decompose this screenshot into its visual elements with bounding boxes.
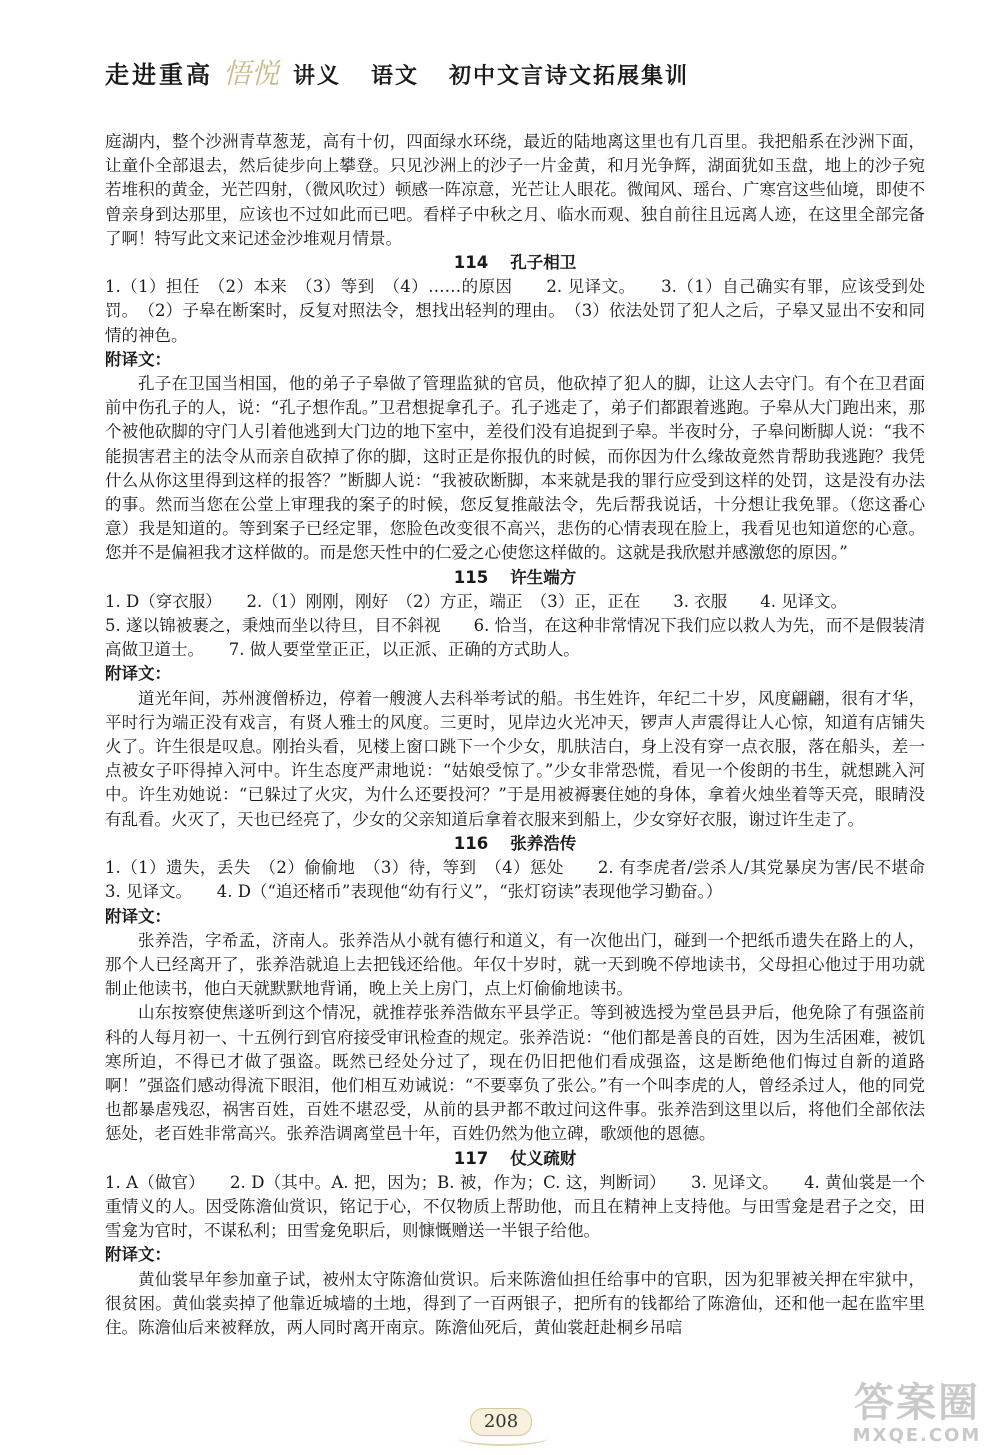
intro-paragraph: 庭湖内，整个沙洲青草葱茏，高有十仞，四面绿水环绕，最近的陆地离这里也有几百里。我把船系在沙洲下面，让童仆全部退去，然后徒步向上攀登。只见沙洲上的沙子一片金黄，和月光争辉，湖面犹如玉盘，地上的沙子宛若堆积的黄金，光芒四射，（微风吹过）顿感一阵凉意，光芒让人眼花。微闻风、瑶台、广寒宫这些仙境，即使不曾亲身到达那里，应该也不过如此而已吧。看样子中秋之月、临水而观、独自前往且远离人迹，在这里全部完备了啊！特写此文来记述金沙堆观月情景。 <box>105 132 925 248</box>
header-series: 讲义 <box>293 64 342 89</box>
header-subject: 语文 <box>371 64 420 89</box>
answer-line: 1. A（做官） 2. D（其中。A. 把，因为；B. 被，作为；C. 这，判断词） 3. 见译文。 4. 黄仙裳是一个重情义的人。因受陈澹仙赏识，铭记于心，不仅物质上帮助他，而且在精神上支持他。与田雪龛是君子之交，田雪龛为官时，不谋私利；田雪龛免职后，则慷慨赠送一半银子给他。 <box>105 1172 925 1241</box>
header-book-title: 初中文言诗文拓展集训 <box>449 64 690 89</box>
section-title: 许生端方 <box>510 567 577 587</box>
section-number: 114 <box>453 253 489 273</box>
section-115 <box>105 566 925 832</box>
translation-paragraph: 黄仙裳早年参加童子试，被州太守陈澹仙赏识。后来陈澹仙担任给事中的官职，因为犯罪被关押在牢狱中，很贫困。黄仙裳卖掉了他靠近城墙的土地，得到了一百两银子，把所有的钱都给了陈澹仙，还和他一起在监牢里住。陈澹仙后来被释放，两人同时离开南京。陈澹仙死后，黄仙裳赶赴桐乡吊唁 <box>105 1269 925 1337</box>
answer-line: 5. 遂以锦被裹之，秉烛而坐以待旦，目不斜视 6. 恰当，在这种非常情况下我们应以救人为先，而不是假装清高做卫道士。 7. 做人要堂堂正正，以正派、正确的方式助人。 <box>105 616 925 660</box>
section-heading <box>105 566 925 590</box>
answer-line: 1.（1）遗失，丢失 （2）偷偷地 （3）待，等到 （4）惩处 2. 有李虎者/尝杀人/其党暴戾为害/民不堪命 3. 见译文。 4. D（“追还楮币”表现他“幼有行义”，“张灯窃读”表现他学习勤奋。） <box>105 858 958 902</box>
translation-paragraph: 孔子在卫国当相国，他的弟子子皋做了管理监狱的官员，他砍掉了犯人的脚，让这人去守门。有个在卫君面前中伤孔子的人，说：“孔子想作乱。”卫君想捉拿孔子。孔子逃走了，弟子们都跟着逃跑。子皋从大门跑出来，那个被他砍脚的守门人引着他逃到大门边的地下室中，差役们没有追捉到子皋。半夜时分，子皋问断脚人说：“我不能损害君主的法令从而亲自砍掉了你的脚，这时正是你报仇的时候，而你因为什么缘故竟然肯帮助我逃跑？我凭什么从你这里得到这样的报答？”断脚人说：“我被砍断脚，本来就是我的罪行应受到这样的处罚，这是没有办法的事。然而当您在公堂上审理我的案子的时候，您反复推敲法令，先后帮我说话，十分想让我免罪。（您这番心意）我是知道的。等到案子已经定罪，您脸色改变很不高兴，悲伤的心情表现在脸上，我看见也知道您的心意。您并不是偏袒我才这样做的。而是您天性中的仁爱之心使您这样做的。这就是我欣慰并感激您的原因。” <box>105 374 925 563</box>
section-heading <box>105 832 925 856</box>
translation-label: 附译文： <box>105 664 171 684</box>
section-114 <box>105 251 925 566</box>
section-number: 116 <box>453 833 489 853</box>
section-number: 115 <box>453 567 489 587</box>
answer-line: 1. D（穿衣服） 2.（1）刚刚，刚好 （2）方正，端正 （3）正，正在 3. 衣服 4. 见译文。 <box>105 591 848 611</box>
section-number: 117 <box>453 1148 489 1168</box>
translation-paragraph: 张养浩，字希孟，济南人。张养浩从小就有德行和道义，有一次他出门，碰到一个把纸币遗失在路上的人，那个人已经离开了，张养浩就追上去把钱还给他。年仅十岁时，就一天到晚不停地读书，父母担心他过于用功就制止他读书，他白天就默默地背诵，晚上关上房门，点上灯偷偷地读书。 <box>105 930 925 999</box>
translation-label: 附译文： <box>105 349 171 369</box>
section-title: 孔子相卫 <box>510 253 577 273</box>
section-title: 张养浩传 <box>510 833 577 853</box>
translation-paragraph: 山东按察使焦遂听到这个情况，就推荐张养浩做东平县学正。等到被选授为堂邑县尹后，他免除了有强盗前科的人每月初一、十五例行到官府接受审讯检查的规定。张养浩说：“他们都是善良的百姓，因为生活困难，被饥寒所迫，不得已才做了强盗。既然已经处分过了，现在仍旧把他们看成强盗，这是断绝他们悔过自新的道路啊！”强盗们感动得流下眼泪，他们相互劝诫说：“不要辜负了张公。”有一个叫李虎的人，曾经杀过人，他的同党也都暴虐残忍，祸害百姓，百姓不堪忍受，从前的县尹都不敢过问这件事。张养浩到这里以后，将他们全部依法惩处，老百姓非常高兴。张养浩调离堂邑十年，百姓仍然为他立碑，歌颂他的恩德。 <box>105 1003 925 1144</box>
answer-line: 1.（1）担任 （2）本来 （3）等到 （4）……的原因 2. 见译文。 3.（1）自己确实有罪，应该受到处罚。 （2）子皋在断案时，反复对照法令，想找出轻判的理由。 （3）依法处罚了犯人之后，子皋又显出不安和同情的神色。 <box>105 277 925 345</box>
section-116 <box>105 832 958 1147</box>
page-header <box>105 52 925 92</box>
section-heading <box>105 251 925 275</box>
translation-label: 附译文： <box>105 906 171 926</box>
translation-label: 附译文： <box>105 1245 171 1265</box>
section-heading <box>105 1147 925 1171</box>
translation-paragraph: 道光年间，苏州渡僧桥边，停着一艘渡人去科举考试的船。书生姓许，年纪二十岁，风度翩翩，很有才华，平时行为端正没有戏言，有贤人雅士的风度。三更时，见岸边火光冲天，锣声人声震得让人心惊，知道有店铺失火了。许生很是叹息。刚抬头看，见楼上窗口跳下一个少女，肌肤洁白，身上没有穿一点衣服，落在船头，差一点被女子吓得掉入河中。许生态度严肃地说：“姑娘受惊了。”少女非常恐慌，看见一个俊朗的书生，就想跳入河中。许生劝她说：“已躲过了火灾，为什么还要投河？”于是用被褥裹住她的身体，拿着火烛坐着等天亮，眼睛没有乱看。火灭了，天也已经亮了，少女的父亲知道后拿着衣服来到船上，少女穿好衣服，谢过许生走了。 <box>105 688 925 829</box>
header-brush-logo: 悟悦 <box>223 57 280 90</box>
section-title: 仗义疏财 <box>510 1148 577 1168</box>
page-content <box>105 130 958 1340</box>
header-brand: 走进重高 <box>105 61 213 89</box>
watermark-url: MXQE.COM <box>852 1425 982 1446</box>
page-number: 208 <box>470 1408 532 1436</box>
watermark-logo <box>842 1380 992 1450</box>
watermark-main: 答案圈 <box>854 1380 980 1426</box>
section-117 <box>105 1147 925 1341</box>
